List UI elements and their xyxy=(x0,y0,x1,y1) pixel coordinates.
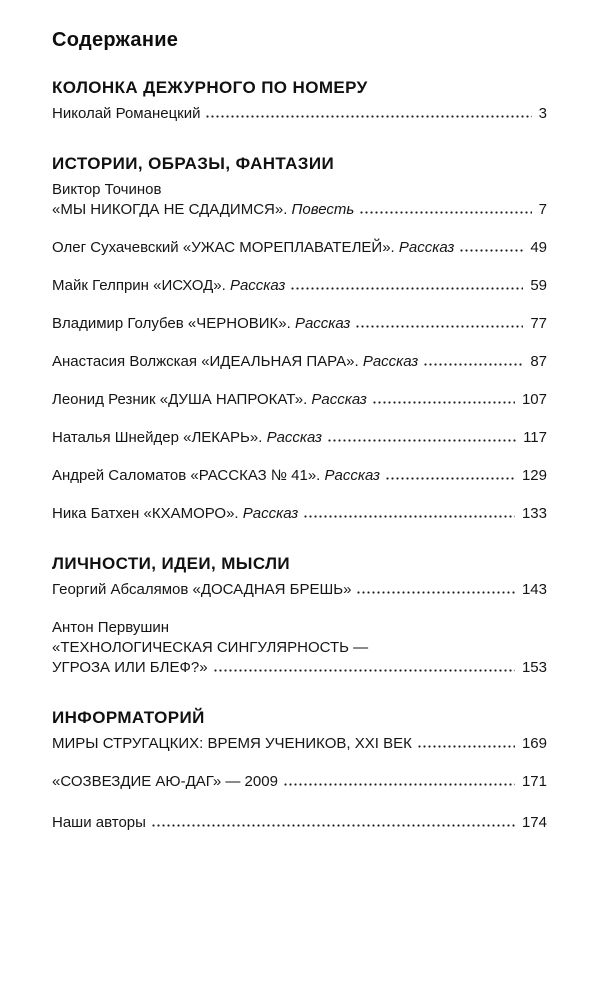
entry-text xyxy=(52,428,322,448)
page-number: 7 xyxy=(538,201,547,218)
toc-section xyxy=(52,707,547,833)
entry-text xyxy=(52,734,412,754)
table-of-contents xyxy=(52,28,547,833)
entry-text xyxy=(52,104,200,124)
work-title: «ЛЕКАРЬ». xyxy=(183,429,263,446)
work-title: МИРЫ СТРУГАЦКИХ: ВРЕМЯ УЧЕНИКОВ, XXI ВЕК xyxy=(52,735,412,752)
dot-leader xyxy=(359,211,531,214)
work-title: «МЫ НИКОГДА НЕ СДАДИМСЯ». xyxy=(52,201,288,218)
section-title: ИСТОРИИ, ОБРАЗЫ, ФАНТАЗИИ xyxy=(52,154,335,173)
toc-entry xyxy=(52,314,547,334)
entry-text xyxy=(52,276,285,296)
dot-leader xyxy=(205,115,531,118)
author-name: Олег Сухачевский xyxy=(52,239,179,256)
entry-line xyxy=(52,276,547,296)
work-title: «РАССКАЗ № 41». xyxy=(190,467,321,484)
page-number: 129 xyxy=(521,467,547,484)
genre-label: Рассказ xyxy=(229,277,286,294)
work-title: «УЖАС МОРЕПЛАВАТЕЛЕЙ». xyxy=(182,239,395,256)
entry-text xyxy=(52,580,351,600)
toc-entry xyxy=(52,504,547,524)
dot-leader xyxy=(303,515,515,518)
work-title: «ИДЕАЛЬНАЯ ПАРА». xyxy=(201,353,359,370)
entry-line xyxy=(52,772,547,792)
entry-author-line xyxy=(52,618,547,638)
page-number: 143 xyxy=(521,581,547,598)
section-title: ИНФОРМАТОРИЙ xyxy=(52,708,205,727)
author-name: Наталья Шнейдер xyxy=(52,429,179,446)
genre-label: Рассказ xyxy=(324,467,380,484)
toc-entry xyxy=(52,428,547,448)
entry-line xyxy=(52,504,547,524)
entry-line xyxy=(52,238,547,258)
dot-leader xyxy=(417,745,515,748)
genre-label: Рассказ xyxy=(311,391,367,408)
entry-line xyxy=(52,580,547,600)
entry-line xyxy=(52,200,547,220)
toc-entry xyxy=(52,618,547,678)
author-name: Георгий Абсалямов xyxy=(52,581,189,598)
page-number: 169 xyxy=(521,735,547,752)
toc-entry xyxy=(52,180,547,220)
entry-text xyxy=(52,466,380,486)
genre-label: Рассказ xyxy=(398,239,455,256)
dot-leader xyxy=(372,401,515,404)
entry-text xyxy=(52,772,278,792)
dot-leader xyxy=(423,363,523,366)
genre-label: Повесть xyxy=(291,201,355,218)
page-number: 87 xyxy=(530,353,547,370)
entry-line xyxy=(52,390,547,410)
entry-line xyxy=(52,813,547,833)
entry-line xyxy=(52,104,547,124)
dot-leader xyxy=(327,439,516,442)
entry-text xyxy=(52,390,367,410)
dot-leader xyxy=(290,287,523,290)
dot-leader xyxy=(151,824,515,827)
dot-leader xyxy=(385,477,515,480)
page-number: 49 xyxy=(530,239,547,256)
work-title: «ДОСАДНАЯ БРЕШЬ» xyxy=(192,581,352,598)
work-title: «СОЗВЕЗДИЕ АЮ-ДАГ» — 2009 xyxy=(52,773,278,790)
page-number: 171 xyxy=(521,773,547,790)
entry-line xyxy=(52,734,547,754)
author-name: Майк Гелприн xyxy=(52,277,149,294)
dot-leader xyxy=(356,591,515,594)
work-title: Наши авторы xyxy=(52,814,146,831)
dot-leader xyxy=(355,325,523,328)
toc-entry xyxy=(52,276,547,296)
work-title: «ТЕХНОЛОГИЧЕСКАЯ СИНГУЛЯРНОСТЬ — xyxy=(52,639,369,656)
entry-text xyxy=(52,238,454,258)
page-number: 133 xyxy=(521,505,547,522)
dot-leader xyxy=(283,783,515,786)
entry-text xyxy=(52,813,146,833)
toc-entry xyxy=(52,104,547,124)
dot-leader xyxy=(213,669,515,672)
author-name: Николай Романецкий xyxy=(52,105,201,122)
entry-line xyxy=(52,314,547,334)
toc-entry xyxy=(52,238,547,258)
author-name: Леонид Резник xyxy=(52,391,156,408)
author-name: Антон Первушин xyxy=(52,619,170,636)
work-title: «КХАМОРО». xyxy=(143,505,239,522)
toc-entry xyxy=(52,734,547,754)
entry-line xyxy=(52,428,547,448)
toc-entry xyxy=(52,580,547,600)
section-title: ЛИЧНОСТИ, ИДЕИ, МЫСЛИ xyxy=(52,554,291,573)
toc-entry xyxy=(52,352,547,372)
work-title: «ЧЕРНОВИК». xyxy=(187,315,291,332)
page-number: 77 xyxy=(530,315,547,332)
entry-line xyxy=(52,466,547,486)
entry-text xyxy=(52,314,350,334)
section-title: КОЛОНКА ДЕЖУРНОГО ПО НОМЕРУ xyxy=(52,78,368,97)
entry-author-line xyxy=(52,180,547,200)
toc-section xyxy=(52,153,547,524)
work-title-continued: УГРОЗА ИЛИ БЛЕФ?» xyxy=(52,659,208,676)
toc-entry xyxy=(52,813,547,833)
author-name: Ника Батхен xyxy=(52,505,140,522)
entry-line xyxy=(52,658,547,678)
entry-line xyxy=(52,352,547,372)
entry-title-line xyxy=(52,638,547,658)
page-number: 153 xyxy=(521,659,547,676)
author-name: Виктор Точинов xyxy=(52,181,162,198)
genre-label: Рассказ xyxy=(266,429,322,446)
page-number: 59 xyxy=(530,277,547,294)
page-number: 117 xyxy=(523,429,547,446)
author-name: Владимир Голубев xyxy=(52,315,184,332)
genre-label: Рассказ xyxy=(362,353,419,370)
entry-text xyxy=(52,504,298,524)
toc-section xyxy=(52,553,547,678)
work-title: «ИСХОД». xyxy=(153,277,226,294)
entry-text xyxy=(52,200,354,220)
toc-entry xyxy=(52,772,547,792)
toc-section xyxy=(52,77,547,124)
author-name: Анастасия Волжская xyxy=(52,353,198,370)
page-title: Содержание xyxy=(52,29,179,51)
page-number: 107 xyxy=(521,391,547,408)
genre-label: Рассказ xyxy=(294,315,351,332)
dot-leader xyxy=(459,249,523,252)
work-title: «ДУША НАПРОКАТ». xyxy=(159,391,308,408)
page-number: 3 xyxy=(538,105,547,122)
genre-label: Рассказ xyxy=(242,505,299,522)
entry-text xyxy=(52,658,208,678)
toc-entry xyxy=(52,466,547,486)
author-name: Андрей Саломатов xyxy=(52,467,187,484)
page-number: 174 xyxy=(521,814,547,831)
toc-entry xyxy=(52,390,547,410)
entry-text xyxy=(52,352,418,372)
